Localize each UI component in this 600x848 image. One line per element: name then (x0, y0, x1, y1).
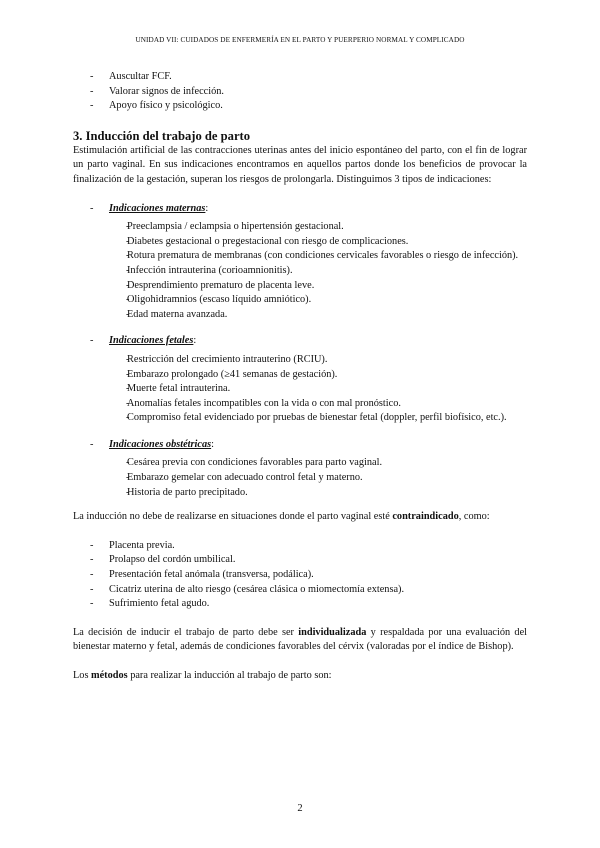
list-item: - Desprendimiento prematuro de placenta leve. (73, 279, 527, 294)
text-span: La decisión de inducir el trabajo de parto debe ser (73, 626, 299, 638)
category-maternal (73, 202, 527, 217)
list-item: - Diabetes gestacional o pregestacional con riesgo de complicaciones. (73, 235, 527, 250)
list-item: - Valorar signos de infección. (73, 85, 527, 100)
bold-term: individualizada (298, 626, 367, 638)
list-item: - Embarazo gemelar con adecuado control fetal y materno. (73, 471, 527, 486)
category-label: Indicaciones maternas (109, 202, 206, 214)
section-intro: Estimulación artificial de las contracciones uterinas antes del inicio espontáneo del parto, con el fin de lograr un parto vaginal. En sus indicaciones encontramos en aquellos partos donde los beneficios de provocar la finalización de la gestación, superan los riesgos de prolongarla. Distinguimos 3 tipos de indicaciones: (73, 144, 527, 185)
category-label: Indicaciones fetales (109, 335, 194, 347)
page-content (73, 70, 527, 684)
obstetric-list (73, 456, 527, 500)
list-item: - Sufrimiento fetal agudo. (73, 597, 527, 612)
text-span: , como: (458, 511, 490, 523)
list-item: - Rotura prematura de membranas (con condiciones cervicales favorables o riesgo de infección). (73, 249, 527, 264)
list-item: - Oligohidramnios (escaso líquido amniótico). (73, 293, 527, 308)
list-item: - Infección intrauterina (corioamnionitis). (73, 264, 527, 279)
text-span: Los (73, 670, 92, 681)
fetal-list (73, 353, 527, 426)
category-suffix: : (205, 202, 209, 214)
contraindication-paragraph (73, 510, 527, 525)
list-item: - Preeclampsia / eclampsia o hipertensión gestacional. (73, 220, 527, 235)
list-item: - Placenta previa. (73, 539, 527, 554)
category-suffix: : (211, 438, 214, 450)
page-number: 2 (297, 803, 303, 814)
category-obstetric (73, 438, 527, 453)
list-item: - Cesárea previa con condiciones favorables para parto vaginal. (73, 456, 527, 471)
list-item: - Presentación fetal anómala (transversa, podálica). (73, 568, 527, 583)
list-item: - Historia de parto precipitado. (73, 486, 527, 501)
list-item: - Cicatriz uterina de alto riesgo (cesárea clásica o miomectomía extensa). (73, 583, 527, 598)
decision-paragraph (73, 626, 527, 655)
list-item: - Edad materna avanzada. (73, 308, 527, 323)
list-item: - Compromiso fetal evidenciado por pruebas de bienestar fetal (doppler, perfil biofísico, etc.). (73, 411, 527, 426)
list-item: - Anomalías fetales incompatibles con la vida o con mal pronóstico. (73, 397, 527, 412)
list-item: - Prolapso del cordón umbilical. (73, 553, 527, 568)
bold-term: contraindicado (392, 511, 459, 523)
maternal-list (73, 220, 527, 322)
methods-paragraph (73, 669, 527, 684)
list-item: - Muerte fetal intrauterina. (73, 382, 527, 397)
list-item: - Auscultar FCF. (73, 70, 527, 85)
text-span: La inducción no debe de realizarse en situaciones donde el parto vaginal esté (73, 511, 393, 523)
text-span: para realizar la inducción al trabajo de parto son: (127, 670, 332, 681)
contraindication-list (73, 539, 527, 612)
text-span: y respaldada por una evaluación del bienestar materno y fetal, además de condiciones favorables del cérvix (valoradas por el índice de Bishop). (73, 626, 528, 653)
category-fetal (73, 334, 527, 349)
intro-list (73, 70, 527, 114)
list-item: - Embarazo prolongado (≥41 semanas de gestación). (73, 368, 527, 383)
section-title: 3. Inducción del trabajo de parto (73, 128, 251, 143)
bold-term: métodos (91, 670, 128, 681)
category-label: Indicaciones obstétricas (109, 438, 212, 450)
category-suffix: : (193, 335, 197, 347)
list-item: - Apoyo físico y psicológico. (73, 99, 527, 114)
running-header: UNIDAD VII: CUIDADOS DE ENFERMERÍA EN EL PARTO Y PUERPERIO NORMAL Y COMPLICADO (135, 36, 465, 44)
list-item: - Restricción del crecimiento intrauterino (RCIU). (73, 353, 527, 368)
